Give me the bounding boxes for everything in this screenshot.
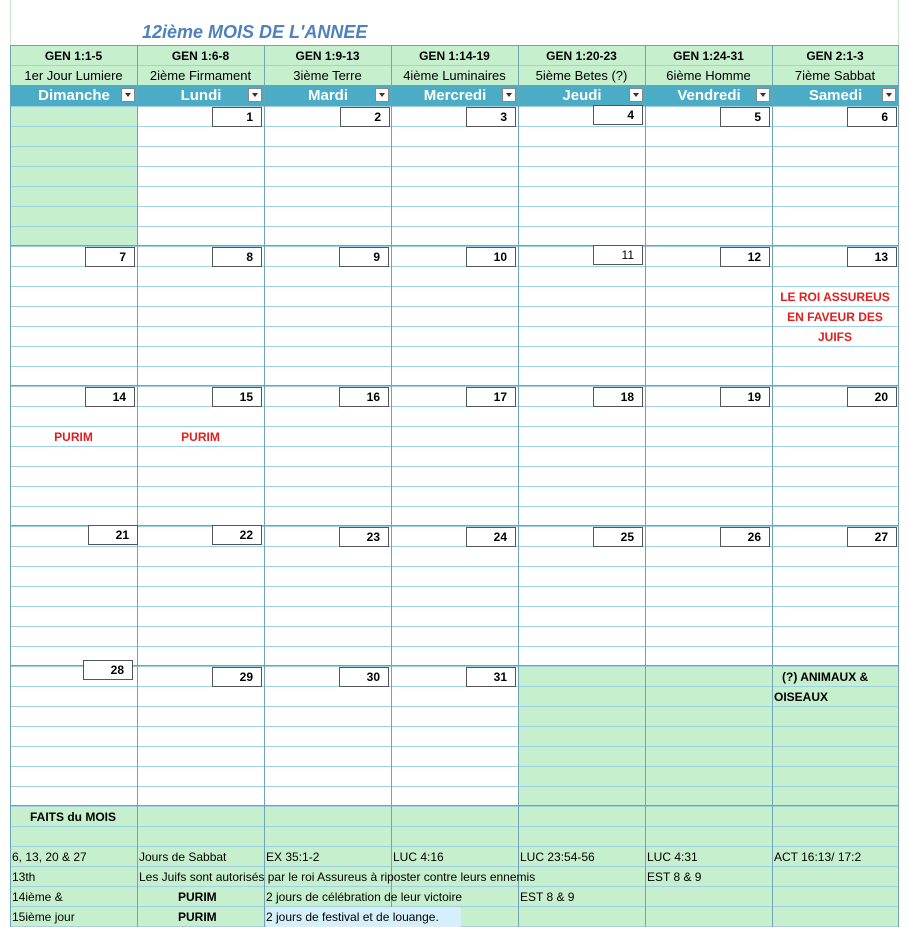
filter-dropdown-icon[interactable]	[121, 88, 135, 102]
grid-hline	[10, 626, 898, 627]
creation-day-theme: 1er Jour Lumiere	[24, 68, 123, 83]
fact-cell: LUC 4:16	[393, 850, 444, 864]
date-number-1: 1	[212, 107, 262, 127]
green-fill	[10, 106, 137, 246]
filter-dropdown-icon[interactable]	[502, 88, 516, 102]
day-header-label: Mardi	[307, 87, 348, 104]
fact-cell: 2 jours de festival et de louange.	[266, 907, 461, 927]
day-header-label: Lundi	[180, 87, 222, 104]
date-number-13: 13	[847, 247, 897, 267]
date-number-25: 25	[593, 527, 643, 547]
fact-cell: 2 jours de célébration de leur victoire	[266, 890, 463, 904]
date-number-29: 29	[212, 667, 262, 687]
day-header-mardi[interactable]	[265, 85, 391, 106]
fact-cell: 13th	[12, 870, 36, 884]
date-number-15: 15	[212, 387, 262, 407]
day-header-label: Mercredi	[423, 87, 487, 104]
date-number-14: 14	[85, 387, 135, 407]
grid-hline	[10, 486, 898, 487]
creation-day-theme: 3ième Terre	[293, 68, 362, 83]
week-separator	[10, 805, 898, 806]
creation-day-theme: 2ième Firmament	[149, 68, 252, 83]
day-header-label: Samedi	[808, 87, 863, 104]
grid-hline	[10, 766, 898, 767]
grid-hline	[10, 746, 898, 747]
grid-hline	[10, 706, 898, 707]
grid-vline	[137, 45, 138, 927]
grid-hline	[10, 606, 898, 607]
fact-cell: LUC 23:54-56	[520, 850, 595, 864]
grid-hline	[10, 306, 898, 307]
date-number-8: 8	[212, 247, 262, 267]
day-header-dimanche[interactable]	[11, 85, 137, 106]
grid-hline	[10, 826, 898, 827]
fact-cell: PURIM	[178, 910, 217, 924]
creation-day-theme: 6ième Homme	[666, 68, 751, 83]
filter-dropdown-icon[interactable]	[248, 88, 262, 102]
date-number-10: 10	[466, 247, 516, 267]
fact-cell: LUC 4:31	[647, 850, 698, 864]
date-number-9: 9	[339, 247, 389, 267]
grid-vline	[645, 45, 646, 927]
scripture-reference: GEN 1:9-13	[295, 49, 360, 63]
grid-hline	[10, 726, 898, 727]
creation-day-theme: 4ième Luminaires	[403, 68, 506, 83]
creation-day-theme: 5ième Betes (?)	[535, 68, 628, 83]
grid-vline	[264, 45, 265, 927]
date-number-30: 30	[339, 667, 389, 687]
week-separator	[10, 665, 898, 666]
animals-note: (?) ANIMAUX &	[782, 670, 869, 684]
grid-hline	[10, 166, 898, 167]
scripture-reference: GEN 2:1-3	[806, 49, 864, 63]
grid-hline	[10, 686, 898, 687]
creation-day-theme: 7ième Sabbat	[794, 68, 876, 83]
scripture-reference: GEN 1:6-8	[171, 49, 230, 63]
filter-dropdown-icon[interactable]	[375, 88, 389, 102]
date-number-22: 22	[212, 525, 262, 545]
grid-hline	[10, 786, 898, 787]
date-number-18: 18	[593, 387, 643, 407]
date-number-21: 21	[88, 525, 138, 545]
week-separator	[10, 525, 898, 526]
grid-hline	[10, 646, 898, 647]
day-header-vendredi[interactable]	[646, 85, 772, 106]
date-number-16: 16	[339, 387, 389, 407]
scripture-reference: GEN 1:1-5	[44, 49, 103, 63]
date-number-6: 6	[847, 107, 897, 127]
calendar-title: 12ième MOIS DE L'ANNEE	[142, 22, 368, 42]
scripture-reference: GEN 1:14-19	[419, 49, 490, 63]
grid-hline	[10, 226, 898, 227]
grid-hline	[10, 566, 898, 567]
week-separator	[10, 245, 898, 246]
grid-hline	[10, 286, 898, 287]
fact-cell: Jours de Sabbat	[139, 850, 227, 864]
day-header-label: Dimanche	[38, 87, 110, 104]
day-header-label: Jeudi	[562, 87, 602, 104]
grid-vline	[898, 45, 899, 927]
date-number-20: 20	[847, 387, 897, 407]
fact-cell: EST 8 & 9	[647, 870, 702, 884]
date-number-12: 12	[720, 247, 770, 267]
day-header-samedi[interactable]	[773, 85, 898, 106]
event-purim: PURIM	[181, 430, 220, 444]
grid-vline	[10, 45, 11, 927]
fact-cell: 14ième &	[12, 890, 63, 904]
date-number-19: 19	[720, 387, 770, 407]
date-number-17: 17	[466, 387, 516, 407]
date-number-2: 2	[340, 107, 390, 127]
fact-cell: EST 8 & 9	[520, 890, 575, 904]
fact-cell: EX 35:1-2	[266, 850, 320, 864]
day-header-lundi[interactable]	[138, 85, 264, 106]
date-number-7: 7	[85, 247, 135, 267]
filter-dropdown-icon[interactable]	[882, 88, 896, 102]
day-header-label: Vendredi	[677, 87, 741, 104]
fact-cell: PURIM	[178, 890, 217, 904]
grid-hline	[10, 146, 898, 147]
grid-hline	[10, 206, 898, 207]
date-number-11: 11	[593, 245, 643, 265]
animals-note: OISEAUX	[774, 690, 829, 704]
filter-dropdown-icon[interactable]	[756, 88, 770, 102]
grid-hline	[10, 806, 898, 807]
filter-dropdown-icon[interactable]	[629, 88, 643, 102]
event-purim: PURIM	[54, 430, 93, 444]
grid-vline	[518, 45, 519, 927]
date-number-4: 4	[593, 105, 643, 125]
grid-hline	[10, 346, 898, 347]
date-number-31: 31	[466, 667, 516, 687]
event-king-assureus: EN FAVEUR DES	[787, 310, 883, 324]
fact-cell: Les Juifs sont autorisés par le roi Assureus à riposter contre leurs ennemis	[139, 870, 536, 884]
date-number-24: 24	[466, 527, 516, 547]
facts-header: FAITS du MOIS	[30, 810, 116, 824]
event-king-assureus: LE ROI ASSUREUS	[780, 290, 890, 304]
grid-vline	[391, 45, 392, 927]
green-fill	[518, 666, 898, 806]
date-number-28: 28	[83, 660, 133, 680]
grid-hline	[10, 506, 898, 507]
week-separator	[10, 385, 898, 386]
day-header-mercredi[interactable]	[392, 85, 518, 106]
grid-vline	[898, 0, 899, 45]
grid-vline	[772, 45, 773, 927]
date-number-23: 23	[339, 527, 389, 547]
date-number-27: 27	[847, 527, 897, 547]
day-header-jeudi[interactable]	[519, 85, 645, 106]
grid-hline	[10, 366, 898, 367]
date-number-3: 3	[466, 107, 516, 127]
grid-hline	[10, 326, 898, 327]
date-number-26: 26	[720, 527, 770, 547]
scripture-reference: GEN 1:20-23	[546, 49, 617, 63]
grid-hline	[10, 586, 898, 587]
grid-vline	[10, 0, 11, 45]
fact-cell: 15ième jour	[12, 910, 75, 924]
grid-hline	[10, 666, 898, 667]
scripture-reference: GEN 1:24-31	[673, 49, 744, 63]
grid-hline	[10, 186, 898, 187]
fact-cell: 6, 13, 20 & 27	[12, 850, 87, 864]
event-king-assureus: JUIFS	[817, 330, 852, 344]
grid-hline	[10, 466, 898, 467]
date-number-5: 5	[720, 107, 770, 127]
fact-cell: ACT 16:13/ 17:2	[774, 850, 862, 864]
